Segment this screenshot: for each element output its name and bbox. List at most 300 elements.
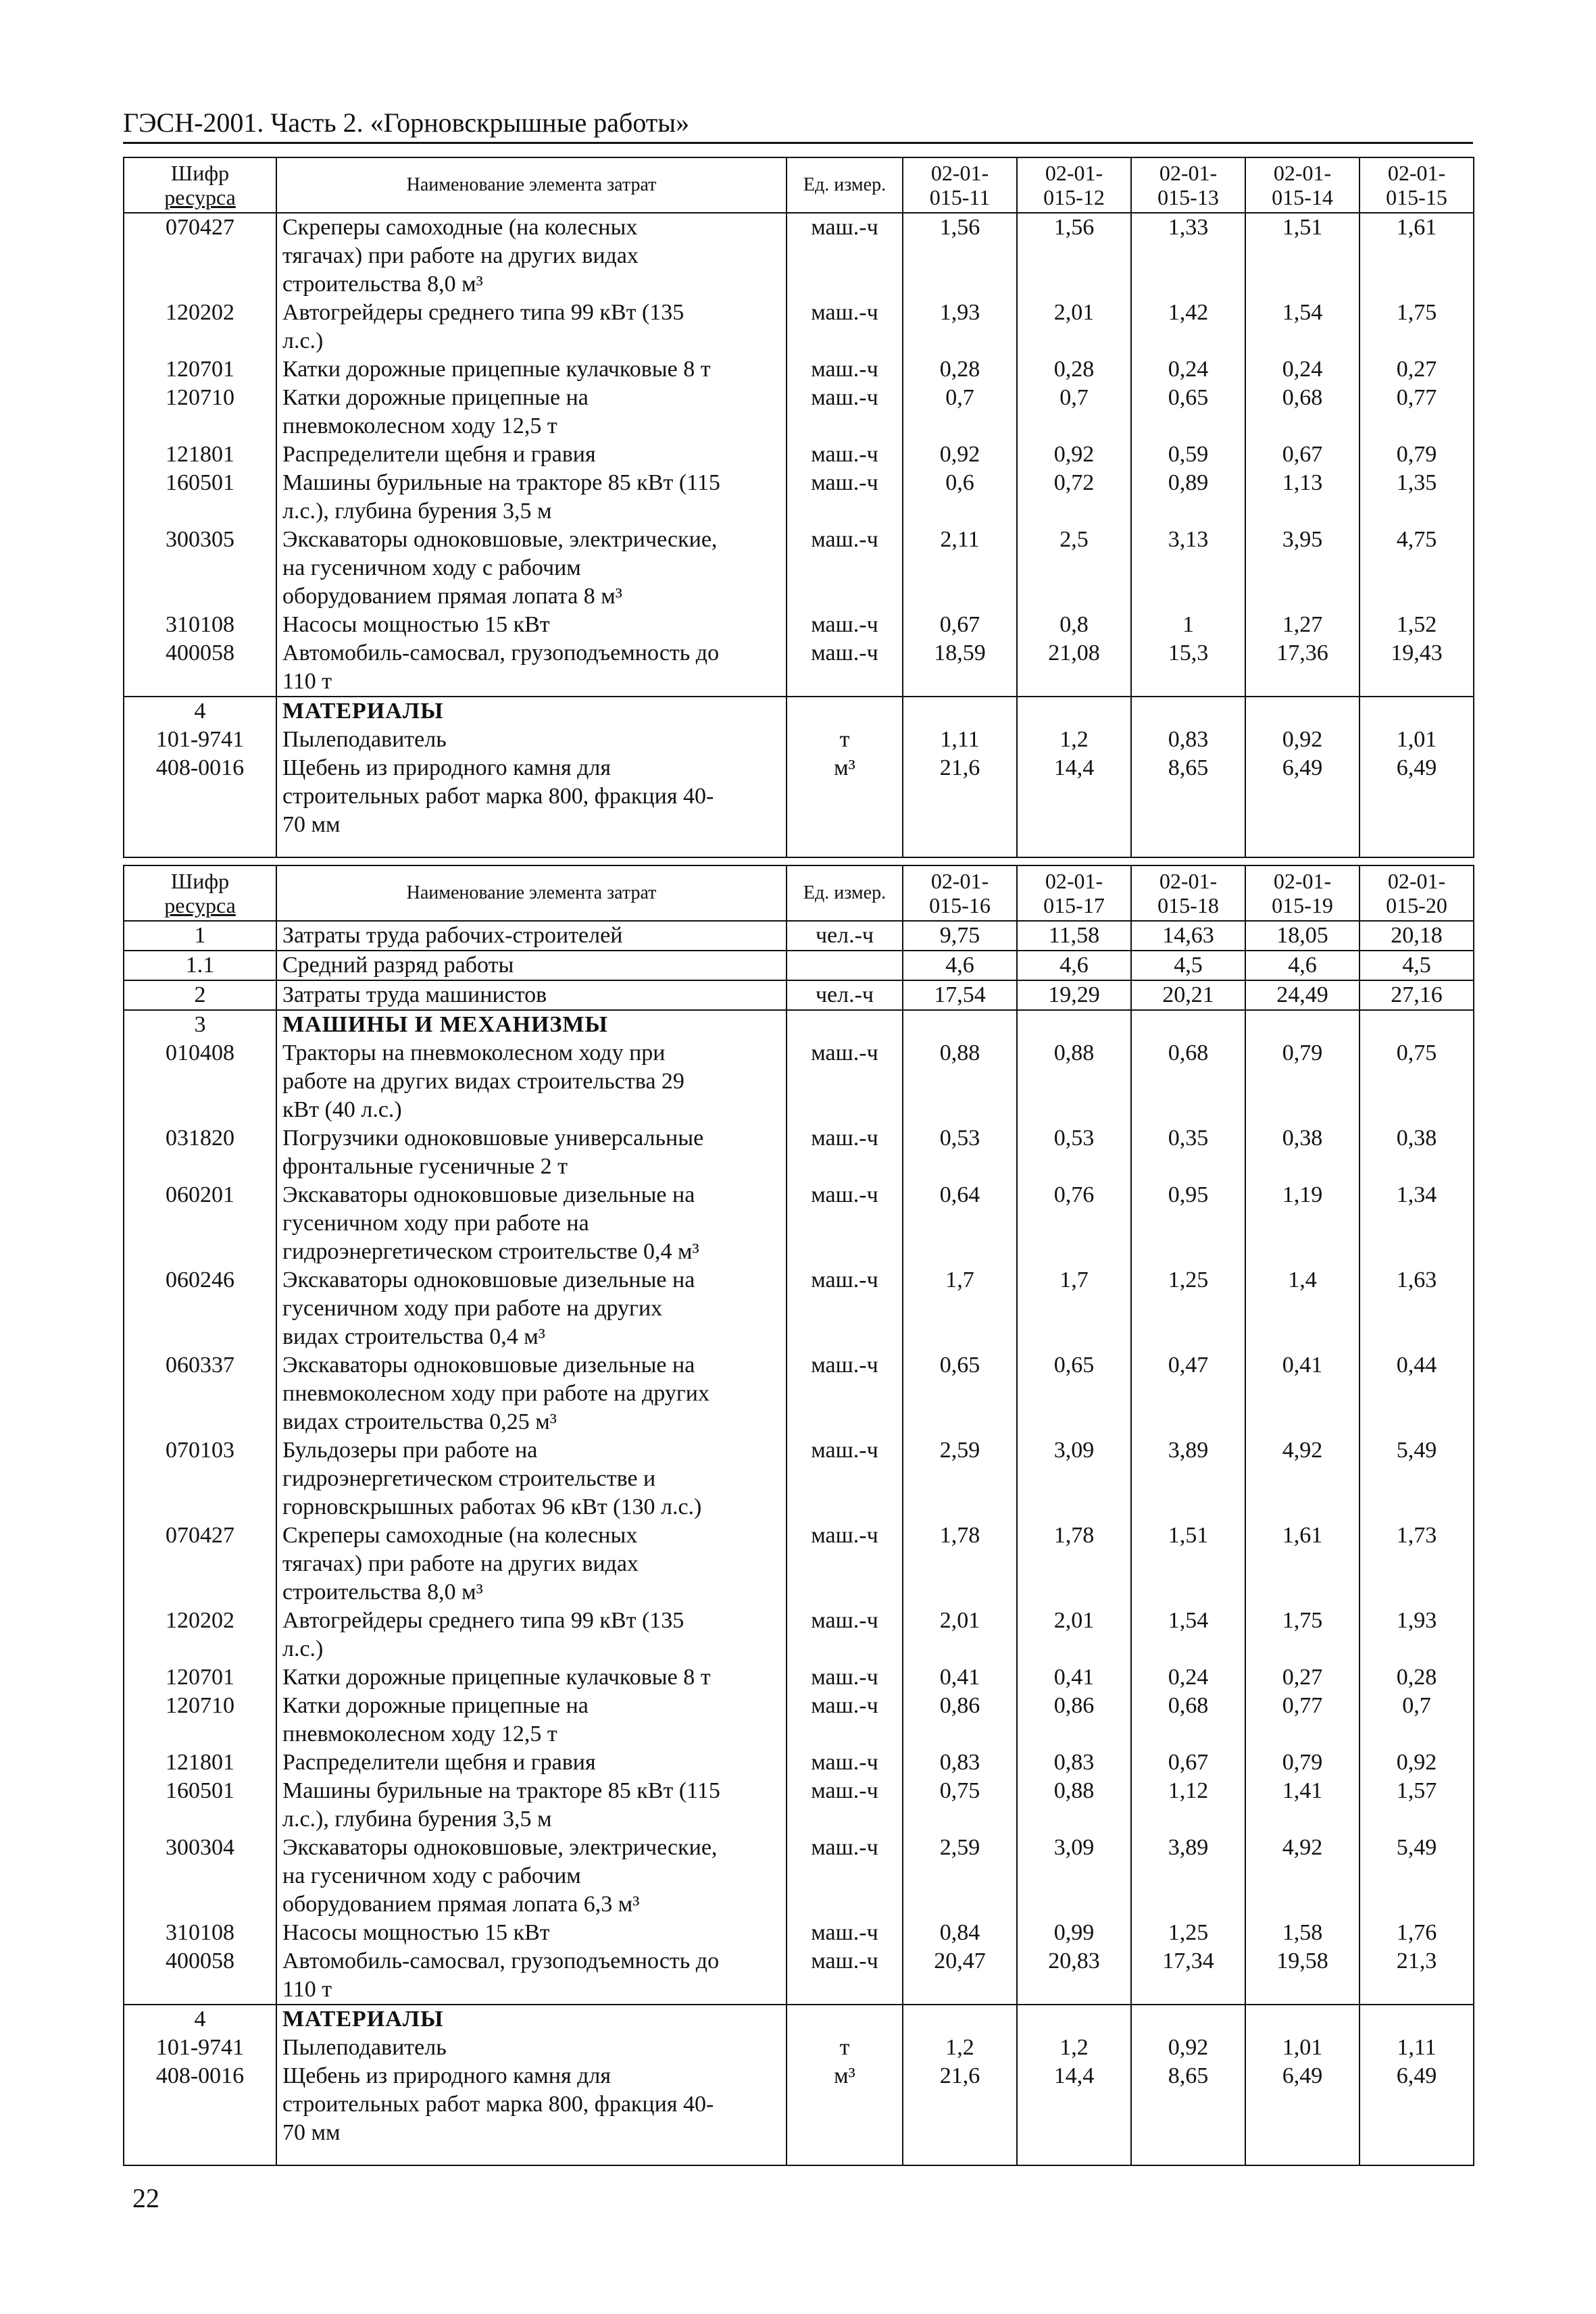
name-line: МАТЕРИАЛЫ	[282, 699, 444, 724]
cost-element-name	[276, 726, 787, 754]
resource-code: 310108	[124, 1919, 276, 1947]
spacer-cell	[787, 2147, 903, 2165]
unit-of-measure: маш.-ч	[787, 1947, 903, 2005]
cost-element-name	[276, 2062, 787, 2147]
table-row	[124, 2062, 1474, 2147]
unit-of-measure: маш.-ч	[787, 355, 903, 384]
value-cell: 0,92	[1131, 2034, 1245, 2062]
name-line: Затраты труда рабочих-строителей	[282, 923, 623, 948]
value-cell: 0,92	[1360, 1749, 1474, 1777]
cost-element-name	[276, 2034, 787, 2062]
cost-element-name	[276, 1692, 787, 1749]
cost-element-name	[276, 2005, 787, 2034]
value-cell: 1,51	[1131, 1521, 1245, 1607]
name-line: Автомобиль-самосвал, грузоподъемность до	[282, 640, 720, 665]
name-line: гидроэнергетическом строительстве и	[282, 1466, 656, 1491]
value-cell: 0,7	[1360, 1692, 1474, 1749]
resource-code: 160501	[124, 1777, 276, 1834]
table-row	[124, 639, 1474, 697]
resource-table-2	[123, 865, 1474, 2166]
name-line: видах строительства 0,25 м³	[282, 1409, 557, 1434]
spacer-cell	[124, 839, 276, 857]
header-code: 02-01- 015-15	[1360, 157, 1474, 213]
header-name: Наименование элемента затрат	[276, 157, 787, 213]
resource-code: 060201	[124, 1181, 276, 1266]
table-row	[124, 1834, 1474, 1919]
value-cell: 0,28	[1017, 355, 1131, 384]
value-cell: 1,75	[1360, 299, 1474, 355]
value-cell: 0,67	[903, 611, 1017, 639]
resource-code: 120202	[124, 299, 276, 355]
cost-element-name	[276, 355, 787, 384]
value-cell: 1,27	[1245, 611, 1360, 639]
page-number: 22	[132, 2183, 159, 2213]
spacer-row	[124, 839, 1474, 857]
value-cell: 0,88	[903, 1039, 1017, 1124]
value-cell: 1,56	[903, 213, 1017, 299]
cost-element-name	[276, 526, 787, 611]
unit-of-measure	[787, 1010, 903, 1039]
value-cell: 4,92	[1245, 1834, 1360, 1919]
name-line: Затраты труда машинистов	[282, 982, 547, 1007]
value-cell: 2,01	[903, 1607, 1017, 1663]
value-cell	[1360, 2005, 1474, 2034]
name-line: Автомобиль-самосвал, грузоподъемность до	[282, 1948, 720, 1973]
unit-of-measure: маш.-ч	[787, 441, 903, 469]
value-cell: 1,63	[1360, 1266, 1474, 1351]
table-row	[124, 951, 1474, 980]
value-cell: 0,68	[1131, 1039, 1245, 1124]
name-line: 70 мм	[282, 812, 341, 837]
value-cell: 0,88	[1017, 1777, 1131, 1834]
unit-of-measure: маш.-ч	[787, 1266, 903, 1351]
value-cell: 1,2	[1017, 2034, 1131, 2062]
resource-code: 120701	[124, 1663, 276, 1692]
section-row	[124, 1010, 1474, 1039]
value-cell: 4,5	[1360, 951, 1474, 980]
value-cell: 1,25	[1131, 1919, 1245, 1947]
cost-element-name	[276, 754, 787, 839]
unit-of-measure: маш.-ч	[787, 1607, 903, 1663]
name-line: оборудованием прямая лопата 6,3 м³	[282, 1892, 640, 1917]
name-line: Экскаваторы одноковшовые, электрические,	[282, 527, 718, 552]
unit-of-measure: м³	[787, 2062, 903, 2147]
spacer-cell	[1245, 839, 1360, 857]
header-unit: Ед. измер.	[787, 865, 903, 921]
value-cell: 0,65	[903, 1351, 1017, 1436]
table-row	[124, 1039, 1474, 1124]
header-code: 02-01- 015-13	[1131, 157, 1245, 213]
resource-code: 300304	[124, 1834, 276, 1919]
value-cell: 0,92	[1017, 441, 1131, 469]
name-line: Экскаваторы одноковшовые, электрические,	[282, 1835, 718, 1860]
table-row	[124, 384, 1474, 441]
name-line: Скреперы самоходные (на колесных	[282, 1523, 638, 1548]
value-cell: 11,58	[1017, 921, 1131, 951]
value-cell: 0,38	[1360, 1124, 1474, 1181]
table-row	[124, 441, 1474, 469]
value-cell: 21,6	[903, 2062, 1017, 2147]
value-cell: 20,18	[1360, 921, 1474, 951]
cost-element-name	[276, 611, 787, 639]
resource-code: 160501	[124, 469, 276, 526]
value-cell: 1,51	[1245, 213, 1360, 299]
unit-of-measure: маш.-ч	[787, 1834, 903, 1919]
value-cell: 21,6	[903, 754, 1017, 839]
value-cell: 1,01	[1360, 726, 1474, 754]
resource-code: 408-0016	[124, 754, 276, 839]
name-line: Катки дорожные прицепные кулачковые 8 т	[282, 1665, 711, 1690]
value-cell: 0,79	[1245, 1039, 1360, 1124]
cost-element-name	[276, 1266, 787, 1351]
value-cell: 0,27	[1245, 1663, 1360, 1692]
value-cell: 0,72	[1017, 469, 1131, 526]
value-cell: 0,77	[1245, 1692, 1360, 1749]
resource-code: 070427	[124, 213, 276, 299]
value-cell: 18,05	[1245, 921, 1360, 951]
value-cell: 0,92	[1245, 726, 1360, 754]
header-code: 02-01- 015-11	[903, 157, 1017, 213]
value-cell: 21,08	[1017, 639, 1131, 697]
value-cell: 2,01	[1017, 1607, 1131, 1663]
value-cell: 18,59	[903, 639, 1017, 697]
value-cell	[1017, 2005, 1131, 2034]
name-line: Погрузчики одноковшовые универсальные	[282, 1126, 704, 1151]
unit-of-measure: маш.-ч	[787, 384, 903, 441]
unit-of-measure: маш.-ч	[787, 611, 903, 639]
name-line: Экскаваторы одноковшовые дизельные на	[282, 1353, 695, 1378]
value-cell: 2,59	[903, 1436, 1017, 1521]
value-cell: 6,49	[1360, 2062, 1474, 2147]
table-row	[124, 1436, 1474, 1521]
value-cell: 1,19	[1245, 1181, 1360, 1266]
table-row	[124, 1124, 1474, 1181]
value-cell: 0,24	[1131, 355, 1245, 384]
value-cell: 0,68	[1245, 384, 1360, 441]
value-cell	[1017, 1010, 1131, 1039]
cost-element-name	[276, 1919, 787, 1947]
resource-code: 1	[124, 921, 276, 951]
cost-element-name	[276, 1436, 787, 1521]
table-row	[124, 2034, 1474, 2062]
header-name: Наименование элемента затрат	[276, 865, 787, 921]
value-cell: 4,75	[1360, 526, 1474, 611]
table-row	[124, 526, 1474, 611]
spacer-cell	[124, 2147, 276, 2165]
value-cell: 1,42	[1131, 299, 1245, 355]
unit-of-measure: маш.-ч	[787, 1039, 903, 1124]
cost-element-name	[276, 1663, 787, 1692]
header-unit: Ед. измер.	[787, 157, 903, 213]
unit-of-measure: маш.-ч	[787, 1124, 903, 1181]
table-row	[124, 726, 1474, 754]
resource-code: 3	[124, 1010, 276, 1039]
value-cell: 1,11	[903, 726, 1017, 754]
name-line: 70 мм	[282, 2120, 341, 2145]
header-shifr: Шифр ресурса	[124, 157, 276, 213]
name-line: горновскрышных работах 96 кВт (130 л.с.)	[282, 1494, 702, 1519]
resource-table-1	[123, 157, 1474, 858]
value-cell: 0,24	[1245, 355, 1360, 384]
spacer-cell	[1360, 2147, 1474, 2165]
cost-element-name	[276, 1777, 787, 1834]
table-row	[124, 611, 1474, 639]
resource-code: 121801	[124, 441, 276, 469]
name-line: Средний разряд работы	[282, 953, 514, 978]
value-cell: 0,44	[1360, 1351, 1474, 1436]
header-code: 02-01- 015-16	[903, 865, 1017, 921]
value-cell: 0,65	[1017, 1351, 1131, 1436]
value-cell: 0,79	[1360, 441, 1474, 469]
unit-of-measure: маш.-ч	[787, 1663, 903, 1692]
value-cell: 0,95	[1131, 1181, 1245, 1266]
resource-code: 400058	[124, 1947, 276, 2005]
name-line: кВт (40 л.с.)	[282, 1097, 402, 1122]
value-cell	[903, 1010, 1017, 1039]
value-cell: 19,43	[1360, 639, 1474, 697]
value-cell: 1,2	[1017, 726, 1131, 754]
resource-code: 070427	[124, 1521, 276, 1607]
resource-code: 2	[124, 980, 276, 1010]
unit-of-measure: маш.-ч	[787, 1181, 903, 1266]
resource-code: 101-9741	[124, 2034, 276, 2062]
value-cell: 3,89	[1131, 1834, 1245, 1919]
name-line: Экскаваторы одноковшовые дизельные на	[282, 1267, 695, 1292]
value-cell: 1,52	[1360, 611, 1474, 639]
table-row	[124, 1692, 1474, 1749]
value-cell	[1245, 2005, 1360, 2034]
value-cell: 1,93	[903, 299, 1017, 355]
name-line: Скреперы самоходные (на колесных	[282, 215, 638, 240]
name-line: л.с.)	[282, 328, 324, 353]
value-cell: 20,83	[1017, 1947, 1131, 2005]
unit-of-measure: маш.-ч	[787, 469, 903, 526]
unit-of-measure: чел.-ч	[787, 921, 903, 951]
cost-element-name	[276, 1834, 787, 1919]
value-cell: 15,3	[1131, 639, 1245, 697]
value-cell: 1,7	[903, 1266, 1017, 1351]
spacer-cell	[1017, 2147, 1131, 2165]
value-cell: 0,6	[903, 469, 1017, 526]
value-cell: 0,75	[1360, 1039, 1474, 1124]
name-line: Насосы мощностью 15 кВт	[282, 1920, 550, 1945]
spacer-cell	[1245, 2147, 1360, 2165]
value-cell: 0,83	[1017, 1749, 1131, 1777]
name-line: л.с.), глубина бурения 3,5 м	[282, 1807, 552, 1832]
value-cell: 0,35	[1131, 1124, 1245, 1181]
name-line: Пылеподавитель	[282, 727, 447, 752]
value-cell: 4,6	[1245, 951, 1360, 980]
name-line: строительных работ марка 800, фракция 40-	[282, 2092, 714, 2117]
value-cell: 0,77	[1360, 384, 1474, 441]
value-cell: 0,86	[903, 1692, 1017, 1749]
cost-element-name	[276, 697, 787, 726]
value-cell: 9,75	[903, 921, 1017, 951]
name-line: Пылеподавитель	[282, 2035, 447, 2060]
cost-element-name	[276, 1947, 787, 2005]
name-line: гусеничном ходу при работе на	[282, 1211, 589, 1236]
resource-code: 070103	[124, 1436, 276, 1521]
name-line: Автогрейдеры среднего типа 99 кВт (135	[282, 300, 684, 325]
name-line: строительства 8,0 м³	[282, 272, 483, 297]
value-cell: 1,58	[1245, 1919, 1360, 1947]
table-header-row	[124, 157, 1474, 213]
spacer-cell	[276, 839, 787, 857]
value-cell: 1,57	[1360, 1777, 1474, 1834]
resource-code: 4	[124, 2005, 276, 2034]
cost-element-name	[276, 639, 787, 697]
name-line: МАТЕРИАЛЫ	[282, 2007, 444, 2032]
name-line: пневмоколесном ходу 12,5 т	[282, 413, 557, 438]
cost-element-name	[276, 384, 787, 441]
name-line: Машины бурильные на тракторе 85 кВт (115	[282, 470, 720, 495]
name-line: на гусеничном ходу с рабочим	[282, 1863, 581, 1888]
name-line: гусеничном ходу при работе на других	[282, 1296, 663, 1321]
name-line: Автогрейдеры среднего типа 99 кВт (135	[282, 1608, 684, 1633]
cost-element-name	[276, 1181, 787, 1266]
value-cell: 0,59	[1131, 441, 1245, 469]
table-body	[124, 921, 1474, 2165]
header-code: 02-01- 015-18	[1131, 865, 1245, 921]
value-cell: 19,29	[1017, 980, 1131, 1010]
value-cell: 1,11	[1360, 2034, 1474, 2062]
value-cell: 0,88	[1017, 1039, 1131, 1124]
value-cell	[1245, 1010, 1360, 1039]
table-row	[124, 1749, 1474, 1777]
resource-code: 120202	[124, 1607, 276, 1663]
header-code: 02-01- 015-19	[1245, 865, 1360, 921]
name-line: гидроэнергетическом строительстве 0,4 м³	[282, 1239, 699, 1264]
value-cell: 20,47	[903, 1947, 1017, 2005]
value-cell: 1,01	[1245, 2034, 1360, 2062]
unit-of-measure: маш.-ч	[787, 1351, 903, 1436]
value-cell: 0,7	[903, 384, 1017, 441]
value-cell: 0,28	[1360, 1663, 1474, 1692]
value-cell	[1360, 1010, 1474, 1039]
value-cell: 1	[1131, 611, 1245, 639]
value-cell	[903, 2005, 1017, 2034]
cost-element-name	[276, 1039, 787, 1124]
value-cell: 3,95	[1245, 526, 1360, 611]
unit-of-measure: маш.-ч	[787, 1436, 903, 1521]
name-line: фронтальные гусеничные 2 т	[282, 1154, 568, 1179]
resource-code: 060246	[124, 1266, 276, 1351]
value-cell: 1,41	[1245, 1777, 1360, 1834]
unit-of-measure: м³	[787, 754, 903, 839]
name-line: Катки дорожные прицепные на	[282, 1693, 589, 1718]
table-row	[124, 921, 1474, 951]
value-cell: 1,25	[1131, 1266, 1245, 1351]
name-line: Распределители щебня и гравия	[282, 442, 596, 467]
resource-code: 120701	[124, 355, 276, 384]
value-cell: 5,49	[1360, 1834, 1474, 1919]
name-line: Катки дорожные прицепные на	[282, 385, 589, 410]
spacer-cell	[1131, 2147, 1245, 2165]
unit-of-measure: маш.-ч	[787, 1749, 903, 1777]
page-header: ГЭСН-2001. Часть 2. «Горновскрышные работы»	[123, 108, 1473, 144]
value-cell: 1,93	[1360, 1607, 1474, 1663]
cost-element-name	[276, 213, 787, 299]
name-line: Бульдозеры при работе на	[282, 1438, 538, 1463]
value-cell: 1,34	[1360, 1181, 1474, 1266]
value-cell: 0,38	[1245, 1124, 1360, 1181]
cost-element-name	[276, 980, 787, 1010]
value-cell: 1,7	[1017, 1266, 1131, 1351]
table-row	[124, 1521, 1474, 1607]
table-row	[124, 1947, 1474, 2005]
table-row	[124, 1351, 1474, 1436]
value-cell: 14,4	[1017, 2062, 1131, 2147]
name-line: Распределители щебня и гравия	[282, 1750, 596, 1775]
name-line: л.с.), глубина бурения 3,5 м	[282, 499, 552, 524]
spacer-row	[124, 2147, 1474, 2165]
cost-element-name	[276, 1124, 787, 1181]
spacer-cell	[1017, 839, 1131, 857]
spacer-cell	[903, 839, 1017, 857]
value-cell: 2,59	[903, 1834, 1017, 1919]
name-line: Экскаваторы одноковшовые дизельные на	[282, 1182, 695, 1207]
cost-element-name	[276, 921, 787, 951]
section-row	[124, 697, 1474, 726]
value-cell: 0,83	[1131, 726, 1245, 754]
cost-element-name	[276, 299, 787, 355]
value-cell: 4,6	[1017, 951, 1131, 980]
value-cell: 1,33	[1131, 213, 1245, 299]
cost-element-name	[276, 1010, 787, 1039]
table-row	[124, 213, 1474, 299]
value-cell: 1,4	[1245, 1266, 1360, 1351]
cost-element-name	[276, 1749, 787, 1777]
value-cell: 0,83	[903, 1749, 1017, 1777]
value-cell: 0,84	[903, 1919, 1017, 1947]
value-cell	[1017, 697, 1131, 726]
value-cell	[1131, 697, 1245, 726]
table-row	[124, 469, 1474, 526]
unit-of-measure: маш.-ч	[787, 299, 903, 355]
value-cell	[1360, 697, 1474, 726]
value-cell: 0,79	[1245, 1749, 1360, 1777]
value-cell: 0,86	[1017, 1692, 1131, 1749]
value-cell: 1,12	[1131, 1777, 1245, 1834]
table-row	[124, 355, 1474, 384]
name-line: видах строительства 0,4 м³	[282, 1324, 545, 1349]
value-cell: 19,58	[1245, 1947, 1360, 2005]
value-cell: 0,67	[1245, 441, 1360, 469]
header-code: 02-01- 015-12	[1017, 157, 1131, 213]
value-cell: 0,53	[1017, 1124, 1131, 1181]
value-cell: 1,56	[1017, 213, 1131, 299]
value-cell: 1,13	[1245, 469, 1360, 526]
spacer-cell	[1131, 839, 1245, 857]
name-line: Щебень из природного камня для	[282, 2063, 612, 2088]
value-cell: 1,73	[1360, 1521, 1474, 1607]
cost-element-name	[276, 1521, 787, 1607]
resource-code: 120710	[124, 384, 276, 441]
value-cell: 0,92	[903, 441, 1017, 469]
name-line: работе на других видах строительства 29	[282, 1069, 684, 1094]
table-row	[124, 299, 1474, 355]
unit-of-measure: чел.-ч	[787, 980, 903, 1010]
name-line: пневмоколесном ходу при работе на других	[282, 1381, 709, 1406]
value-cell: 1,78	[1017, 1521, 1131, 1607]
value-cell: 0,7	[1017, 384, 1131, 441]
value-cell: 0,76	[1017, 1181, 1131, 1266]
name-line: Тракторы на пневмоколесном ходу при	[282, 1040, 666, 1065]
value-cell: 0,89	[1131, 469, 1245, 526]
value-cell: 0,8	[1017, 611, 1131, 639]
name-line: 110 т	[282, 1977, 332, 2002]
value-cell: 0,99	[1017, 1919, 1131, 1947]
